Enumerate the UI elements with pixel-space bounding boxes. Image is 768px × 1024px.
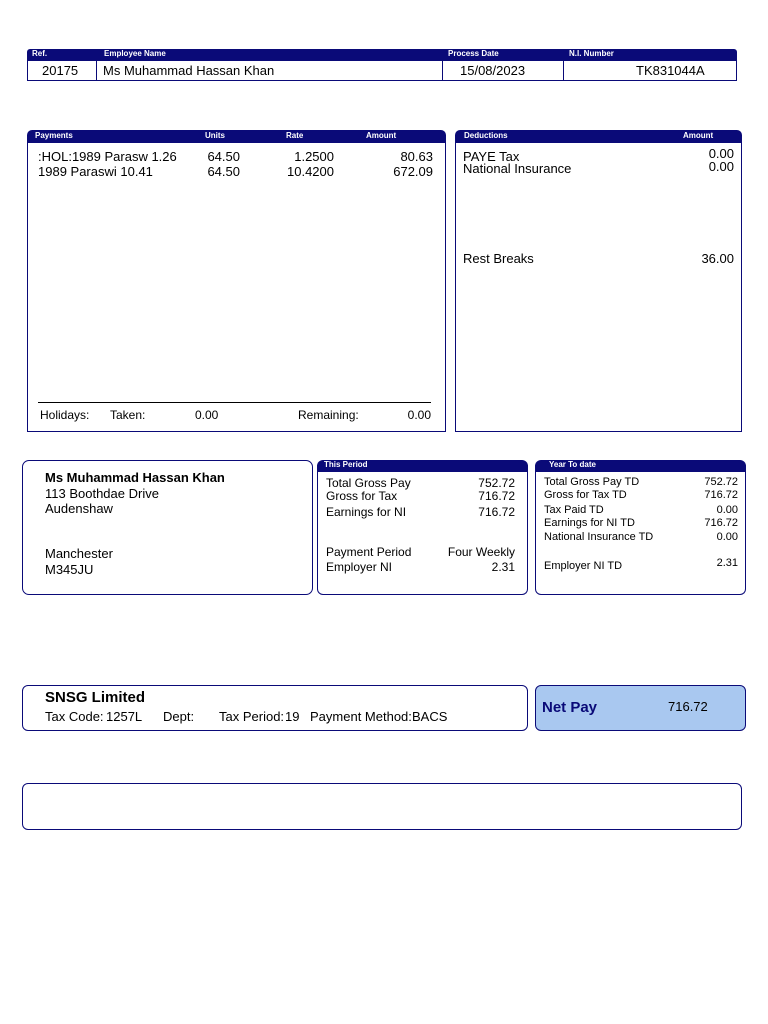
this-period-title: This Period	[324, 460, 368, 469]
ytd-total-gross-value: 752.72	[704, 476, 738, 488]
tax-period-label: Tax Period:	[219, 709, 285, 724]
payment-row-desc: 1989 Paraswi 10.41	[38, 164, 153, 179]
payments-box	[27, 143, 446, 432]
message-box	[22, 783, 742, 830]
payment-method-label: Payment Method:	[310, 709, 412, 724]
ref-label: Ref.	[32, 49, 48, 58]
ni-number-value: TK831044A	[636, 63, 705, 78]
ytd-gross-tax-label: Gross for Tax TD	[544, 489, 627, 501]
tp-earn-ni-value: 716.72	[478, 505, 515, 519]
tp-total-gross-value: 752.72	[478, 476, 515, 490]
ni-number-label: N.I. Number	[569, 49, 614, 58]
process-date-value: 15/08/2023	[460, 63, 526, 78]
net-pay-label: Net Pay	[542, 699, 598, 716]
payment-row-rate: 1.2500	[294, 149, 334, 164]
tp-total-gross-label: Total Gross Pay	[326, 476, 411, 490]
tax-period-value: 19	[285, 709, 300, 724]
ytd-nat-ins-label: National Insurance TD	[544, 531, 654, 543]
company-name: SNSG Limited	[45, 689, 146, 706]
rest-breaks-value: 36.00	[701, 251, 734, 266]
divider	[96, 60, 97, 81]
divider	[442, 60, 443, 81]
address-city: Manchester	[45, 546, 113, 561]
tp-pay-period-label: Payment Period	[326, 545, 412, 559]
deductions-title: Deductions	[464, 131, 508, 140]
tp-gross-tax-label: Gross for Tax	[326, 489, 398, 503]
tax-code-value: 1257L	[106, 709, 143, 724]
dept-label: Dept:	[163, 709, 195, 724]
tp-gross-tax-value: 716.72	[478, 489, 515, 503]
ytd-tax-paid-label: Tax Paid TD	[544, 504, 604, 516]
ytd-title: Year To date	[549, 460, 596, 469]
taken-label: Taken:	[110, 408, 146, 422]
address-line2: Audenshaw	[45, 501, 113, 516]
deduction-row-desc: PAYE Tax	[463, 149, 520, 164]
payment-row-rate: 10.4200	[287, 164, 334, 179]
address-postcode: M345JU	[45, 562, 94, 577]
tax-code-label: Tax Code:	[45, 709, 104, 724]
address-line1: 113 Boothdae Drive	[45, 486, 159, 501]
payments-title: Payments	[35, 131, 73, 140]
tp-earn-ni-label: Earnings for NI	[326, 505, 407, 519]
deductions-box	[455, 143, 742, 432]
address-name: Ms Muhammad Hassan Khan	[45, 470, 225, 485]
payment-method-value: BACS	[412, 709, 448, 724]
taken-value: 0.00	[195, 408, 219, 422]
payments-amount-label: Amount	[366, 131, 397, 140]
deduction-row-amount: 0.00	[708, 159, 734, 174]
ytd-employer-ni-label: Employer NI TD	[544, 560, 623, 572]
remaining-label: Remaining:	[298, 408, 359, 422]
payment-row-desc: :HOL:1989 Parasw 1.26	[38, 149, 177, 164]
divider	[563, 60, 564, 81]
net-pay-value: 716.72	[668, 699, 708, 714]
ytd-earn-ni-label: Earnings for NI TD	[544, 517, 635, 529]
holidays-separator	[38, 402, 431, 403]
payment-row-amount: 80.63	[400, 149, 433, 164]
deduction-row-desc: National Insurance	[463, 161, 572, 176]
rest-breaks-label: Rest Breaks	[463, 251, 534, 266]
tp-pay-period-value: Four Weekly	[447, 545, 515, 559]
payments-rate-label: Rate	[286, 131, 304, 140]
ytd-nat-ins-value: 0.00	[716, 531, 738, 543]
process-date-label: Process Date	[448, 49, 499, 58]
ytd-total-gross-label: Total Gross Pay TD	[544, 476, 640, 488]
remaining-value: 0.00	[407, 408, 431, 422]
holidays-label: Holidays:	[40, 408, 90, 422]
payment-row-amount: 672.09	[393, 164, 433, 179]
tp-employer-ni-value: 2.31	[491, 560, 515, 574]
ref-value: 20175	[42, 63, 79, 78]
ytd-employer-ni-value: 2.31	[716, 557, 738, 569]
employee-name-value: Ms Muhammad Hassan Khan	[103, 63, 275, 78]
deduction-row-amount: 0.00	[708, 146, 734, 161]
payments-units-label: Units	[205, 131, 225, 140]
tp-employer-ni-label: Employer NI	[326, 560, 393, 574]
payment-row-units: 64.50	[207, 149, 240, 164]
ytd-earn-ni-value: 716.72	[704, 517, 738, 529]
deductions-amount-label: Amount	[683, 131, 714, 140]
ytd-gross-tax-value: 716.72	[704, 489, 738, 501]
ytd-tax-paid-value: 0.00	[716, 504, 738, 516]
employee-name-label: Employee Name	[104, 49, 166, 58]
payment-row-units: 64.50	[207, 164, 240, 179]
